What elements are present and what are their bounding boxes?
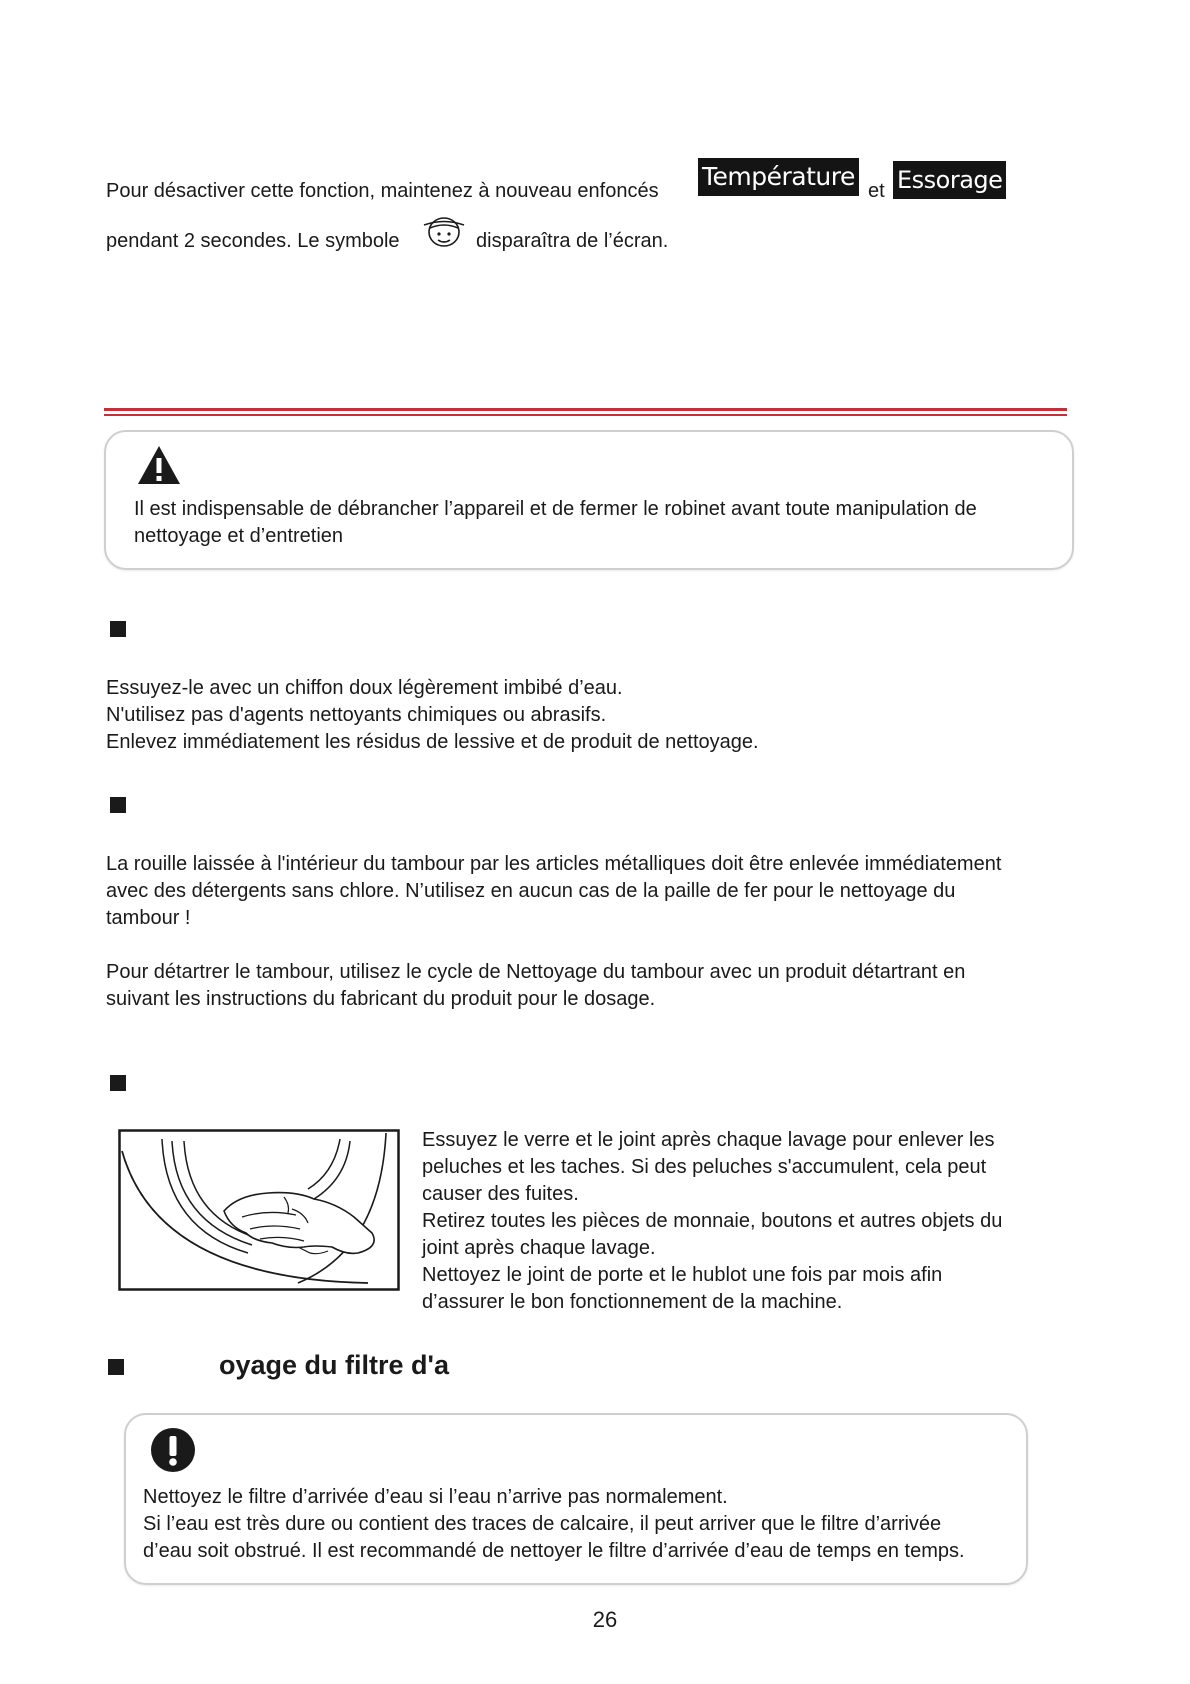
temperature-button-label: Température <box>698 158 859 196</box>
section-2-line: suivant les instructions du fabricant du produit pour le dosage. <box>106 988 656 1010</box>
page-number: 26 <box>592 1607 618 1632</box>
info-text <box>143 1484 965 1565</box>
section-1-bullet <box>110 621 126 637</box>
section-2-bullet <box>110 797 126 813</box>
door-seal-illustration <box>118 1129 400 1291</box>
warning-text <box>134 496 977 550</box>
essorage-button-label: Essorage <box>893 161 1006 199</box>
section-1-line: Enlevez immédiatement les résidus de lessive et de produit de nettoyage. <box>106 731 759 753</box>
warning-triangle-icon <box>136 444 182 486</box>
section-3-line: joint après chaque lavage. <box>422 1237 656 1259</box>
section-2-para-2 <box>106 959 965 1013</box>
section-3-line: Retirez toutes les pièces de monnaie, boutons et autres objets du <box>422 1210 1003 1232</box>
section-3-line: Essuyez le verre et le joint après chaque lavage pour enlever les <box>422 1129 995 1151</box>
section-2-line: tambour ! <box>106 907 191 929</box>
section-1-text <box>106 675 759 756</box>
section-2-line: Pour détartrer le tambour, utilisez le cycle de Nettoyage du tambour avec un produit détartrant en <box>106 961 966 983</box>
intro-line-1 <box>106 178 659 205</box>
section-3-text <box>422 1127 1002 1316</box>
section-2-line: La rouille laissée à l'intérieur du tambour par les articles métalliques doit être enlevée immédiatement <box>106 853 1002 875</box>
child-lock-symbol-icon <box>420 208 468 252</box>
section-1-line: N'utilisez pas d'agents nettoyants chimiques ou abrasifs. <box>106 704 607 726</box>
conjunction-et: et <box>868 180 885 202</box>
section-3-line: Nettoyez le joint de porte et le hublot une fois par mois afin <box>422 1264 943 1286</box>
section-4-heading: oyage du filtre d'a <box>219 1350 449 1380</box>
section-2-line: avec des détergents sans chlore. N’utilisez en aucun cas de la paille de fer pour le nettoyage du <box>106 880 956 902</box>
section-3-line: causer des fuites. <box>422 1183 579 1205</box>
warning-box <box>104 430 1074 570</box>
intro-line-2-before: pendant 2 secondes. Le symbole <box>106 230 400 252</box>
section-divider-top <box>104 408 1067 411</box>
info-line: d’eau soit obstrué. Il est recommandé de nettoyer le filtre d’arrivée d’eau de temps en temps. <box>143 1540 965 1562</box>
intro-line-2-after: disparaîtra de l’écran. <box>476 230 669 252</box>
exclamation-circle-icon <box>150 1427 196 1473</box>
info-box <box>124 1413 1028 1585</box>
section-divider-bottom <box>104 414 1067 416</box>
intro-line-1-text: Pour désactiver cette fonction, maintenez à nouveau enfoncés <box>106 180 659 202</box>
info-line: Nettoyez le filtre d’arrivée d’eau si l’eau n’arrive pas normalement. <box>143 1486 728 1508</box>
section-1-line: Essuyez-le avec un chiffon doux légèrement imbibé d’eau. <box>106 677 623 699</box>
section-2-para-1 <box>106 851 1001 932</box>
warning-line: Il est indispensable de débrancher l’appareil et de fermer le robinet avant toute manipulation de <box>134 498 977 520</box>
section-3-line: d’assurer le bon fonctionnement de la machine. <box>422 1291 843 1313</box>
warning-line: nettoyage et d’entretien <box>134 525 344 547</box>
section-4-bullet <box>108 1359 124 1375</box>
info-line: Si l’eau est très dure ou contient des traces de calcaire, il peut arriver que le filtre d’arrivée <box>143 1513 942 1535</box>
section-3-line: peluches et les taches. Si des peluches s'accumulent, cela peut <box>422 1156 987 1178</box>
section-3-bullet <box>110 1075 126 1091</box>
